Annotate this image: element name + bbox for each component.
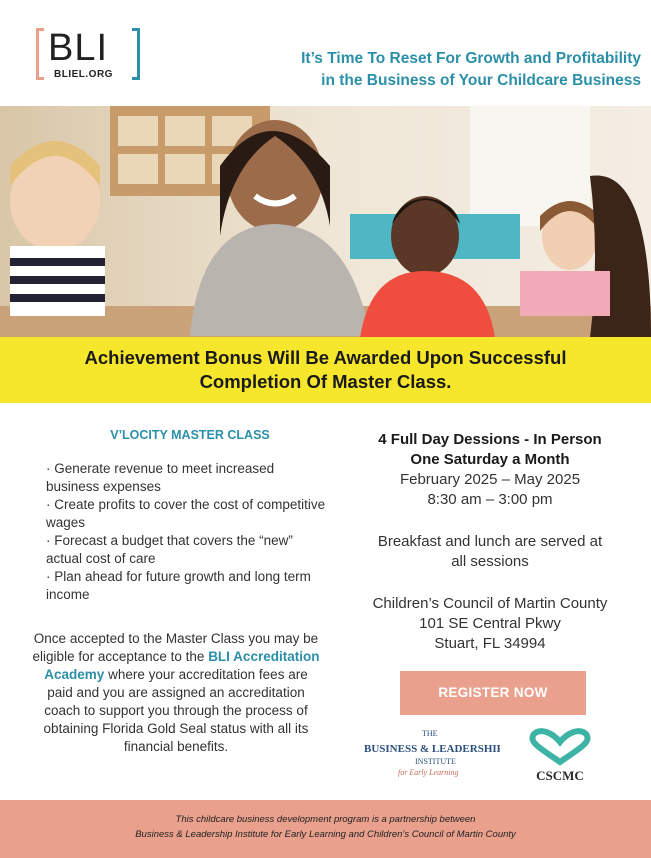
meals-line2: all sessions: [451, 553, 529, 570]
classroom-photo: [0, 106, 651, 338]
classroom-photo-icon: [0, 106, 651, 338]
academy-paragraph: [30, 630, 322, 756]
master-class-title: V’LOCITY MASTER CLASS: [110, 428, 270, 442]
tagline-line2: in the Business of Your Childcare Business: [321, 72, 641, 89]
banner-line1: Achievement Bonus Will Be Awarded Upon Successful: [84, 347, 567, 368]
academy-link[interactable]: BLI Accreditation Academy: [44, 649, 320, 682]
logo-site: BLIEL.ORG: [54, 69, 113, 80]
sessions-line2: One Saturday a Month: [410, 451, 570, 468]
business-leadership-icon: [360, 728, 500, 780]
list-item: · Forecast a budget that covers the “new” actual cost of care: [46, 533, 293, 566]
times: 8:30 am – 3:00 pm: [427, 491, 553, 508]
footer-line2: Business & Leadership Institute for Early Learning and Children’s Council of Martin County: [135, 829, 516, 840]
biz-top-text: THE: [422, 729, 438, 738]
meals-info: [340, 532, 640, 572]
benefit-list: [46, 460, 326, 604]
venue-address: [340, 594, 640, 654]
venue-city: Stuart, FL 34994: [434, 635, 546, 652]
venue-name: Children’s Council of Martin County: [372, 595, 608, 612]
heart-hands-icon: [520, 728, 600, 784]
list-item: · Generate revenue to meet increased business expenses: [46, 461, 275, 494]
tagline: [281, 48, 641, 92]
footer-line1: This childcare business development program is a partnership between: [175, 814, 476, 825]
banner-text: [0, 346, 651, 394]
para-after: where your accreditation fees are paid and you are assigned an accreditation coach to support you through the process of obtaining Florida Gold Seal status with all its financial benefits.: [43, 667, 309, 754]
logo-bracket-left: [36, 28, 44, 80]
tagline-line1: It’s Time To Reset For Growth and Profitability: [301, 50, 641, 67]
biz-sub-text: for Early Learning: [398, 768, 459, 777]
list-item: · Plan ahead for future growth and long term income: [46, 569, 311, 602]
biz-institute-text: INSTITUTE: [415, 757, 456, 766]
logo-bracket-right: [132, 28, 140, 80]
list-item: · Create profits to cover the cost of competitive wages: [46, 497, 326, 530]
business-leadership-logo: [360, 728, 500, 780]
dates: February 2025 – May 2025: [399, 471, 581, 488]
register-now-button[interactable]: REGISTER NOW: [400, 671, 586, 715]
achievement-banner: [0, 337, 651, 403]
biz-main-text: BUSINESS & LEADERSHIP: [364, 743, 500, 755]
cscmc-text: CSCMC: [536, 768, 584, 783]
bli-logo: [30, 28, 150, 88]
meals-line1: Breakfast and lunch are served at: [377, 533, 603, 550]
sessions-line1: 4 Full Day Dessions - In Person: [378, 431, 602, 448]
banner-line2: Completion Of Master Class.: [199, 371, 452, 392]
footer: [0, 800, 651, 858]
para-before: Once accepted to the Master Class you may be eligible for acceptance to the: [32, 631, 319, 664]
schedule-info: [340, 470, 640, 510]
logo-text: BLI: [48, 27, 109, 69]
sessions-info: [340, 430, 640, 470]
cscmc-logo: [520, 728, 600, 784]
venue-street: 101 SE Central Pkwy: [419, 615, 561, 632]
